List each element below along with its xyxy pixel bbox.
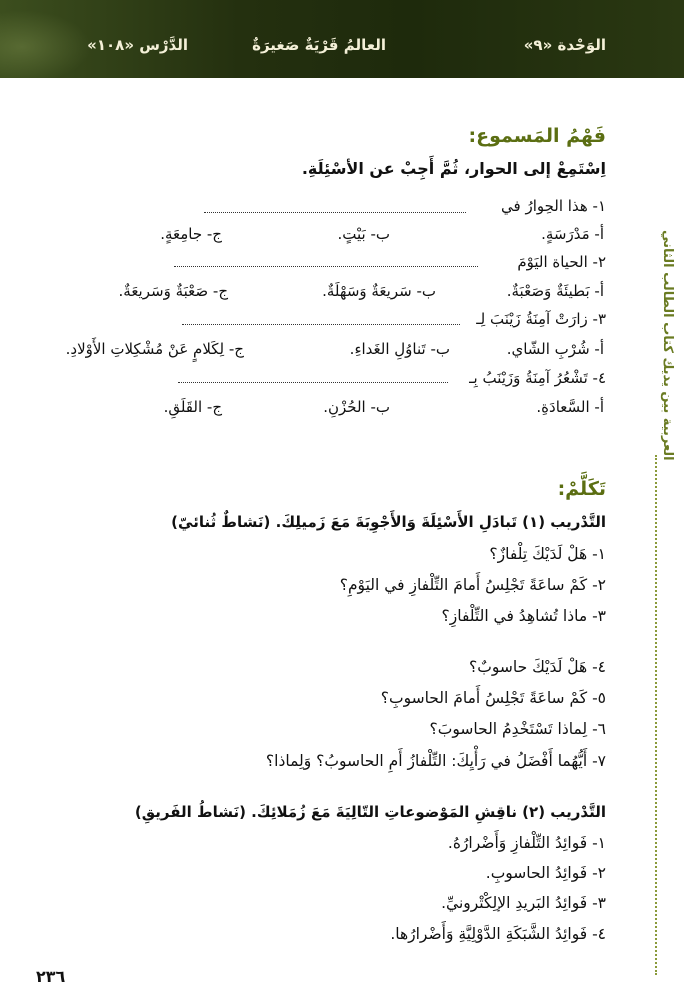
drill-1-item: ٦- لِماذا تَسْتَخْدِمُ الحاسوبَ؟ — [429, 720, 606, 738]
drill-1-item: ٧- أَيُّهُما أَفْضَلُ في رَأْيِكَ: التِّلْفازُ أَمِ الحاسوبُ؟ وَلِماذا؟ — [265, 752, 606, 770]
option-a: أ- مَدْرَسَةٍ. — [541, 225, 604, 243]
option-b: ب- بَيْتٍ. — [337, 225, 390, 243]
option-c: ج- صَعْبَةٌ وَسَريعَةٌ. — [118, 282, 228, 300]
side-label-text: العربية بين يديك كتاب الطالب الثاني — [660, 230, 675, 461]
speaking-title: تَكَلَّمْ: — [557, 478, 606, 500]
drill-2-title: التَّدْريب (٢) ناقِشِ المَوْضوعاتِ التّالِيَةَ مَعَ زُمَلائِكَ. (نَشاطُ الفَريقِ) — [134, 803, 606, 821]
question-1: ١- هذا الحِوارُ في — [501, 197, 606, 215]
answer-blank — [178, 382, 448, 383]
listening-instruction: اِسْتَمِعْ إلى الحوار، ثُمَّ أَجِبْ عن الأسْئِلَةِ. — [301, 159, 606, 178]
option-c: ج- جامِعَةٍ. — [160, 225, 222, 243]
question-3: ٣- زارَتْ آمِنَةُ زَيْنَبَ لِـ — [476, 310, 606, 328]
drill-2-item: ٣- فَوائِدُ البَريدِ الإلِكْتْرونيِّ. — [441, 894, 606, 912]
answer-blank — [182, 324, 460, 325]
answer-blank — [174, 266, 478, 267]
question-2: ٢- الحياة اليَوْمَ — [517, 253, 606, 271]
option-b: ب- سَريعَةٌ وَسَهْلَةٌ. — [322, 282, 436, 300]
answer-blank — [204, 212, 466, 213]
option-a: أ- السَّعادَةِ. — [536, 398, 604, 416]
lesson-label: الدَّرْس «١٠٨» — [87, 36, 188, 54]
drill-1-item: ١- هَلْ لَدَيْكَ تِلْفازٌ؟ — [489, 545, 606, 563]
listening-title: فَهْمُ المَسموع: — [468, 125, 606, 147]
options-row-3 — [0, 340, 604, 364]
unit-label: الوَحْدة «٩» — [523, 36, 606, 54]
option-c: ج- لِكَلامٍ عَنْ مُشْكِلاتِ الأَوْلادِ. — [65, 340, 244, 358]
option-c: ج- القَلَقِ. — [163, 398, 222, 416]
drill-1-item: ٢- كَمْ ساعَةً تَجْلِسُ أَمامَ التِّلْفازِ في اليَوْمِ؟ — [339, 576, 606, 594]
options-row-4 — [0, 398, 604, 422]
options-row-1 — [0, 225, 604, 249]
option-b: ب- الحُزْنِ. — [323, 398, 390, 416]
drill-1-title: التَّدْريب (١) تَبادَلِ الأَسْئِلَةَ وَالأَجْوِبَةَ مَعَ زَميلِكَ. (نَشاطٌ ثُنائيّ) — [171, 513, 606, 531]
drill-2-item: ١- فَوائِدُ التِّلْفازِ وَأَضْرارُهُ. — [447, 834, 606, 852]
side-book-label — [641, 230, 675, 560]
drill-1-item: ٥- كَمْ ساعَةً تَجْلِسُ أَمامَ الحاسوبِ؟ — [380, 689, 606, 707]
drill-1-item: ٤- هَلْ لَدَيْكَ حاسوبٌ؟ — [469, 658, 606, 676]
drill-2-item: ٤- فَوائِدُ الشَّبَكَةِ الدَّوْلِيَّةِ وَأَضْرارُها. — [390, 925, 606, 943]
option-a: أ- شُرْبِ الشّاي. — [506, 340, 604, 358]
options-row-2 — [0, 282, 604, 306]
side-divider — [655, 455, 657, 975]
drill-1-item: ٣- ماذا تُشاهِدُ في التِّلْفازِ؟ — [441, 607, 606, 625]
option-b: ب- تَناوُلِ الغَداءِ. — [349, 340, 450, 358]
page-header — [0, 0, 684, 78]
page-number: ٢٣٦ — [36, 967, 66, 986]
question-4: ٤- تَشْعُرُ آمِنَةُ وَزَيْنَبُ بِـ — [469, 369, 606, 387]
unit-title: العالمُ قَرْيَةٌ صَغيرَةٌ — [252, 36, 386, 54]
drill-2-item: ٢- فَوائِدُ الحاسوبِ. — [485, 864, 606, 882]
option-a: أ- بَطيئَةٌ وَصَعْبَةٌ. — [506, 282, 604, 300]
